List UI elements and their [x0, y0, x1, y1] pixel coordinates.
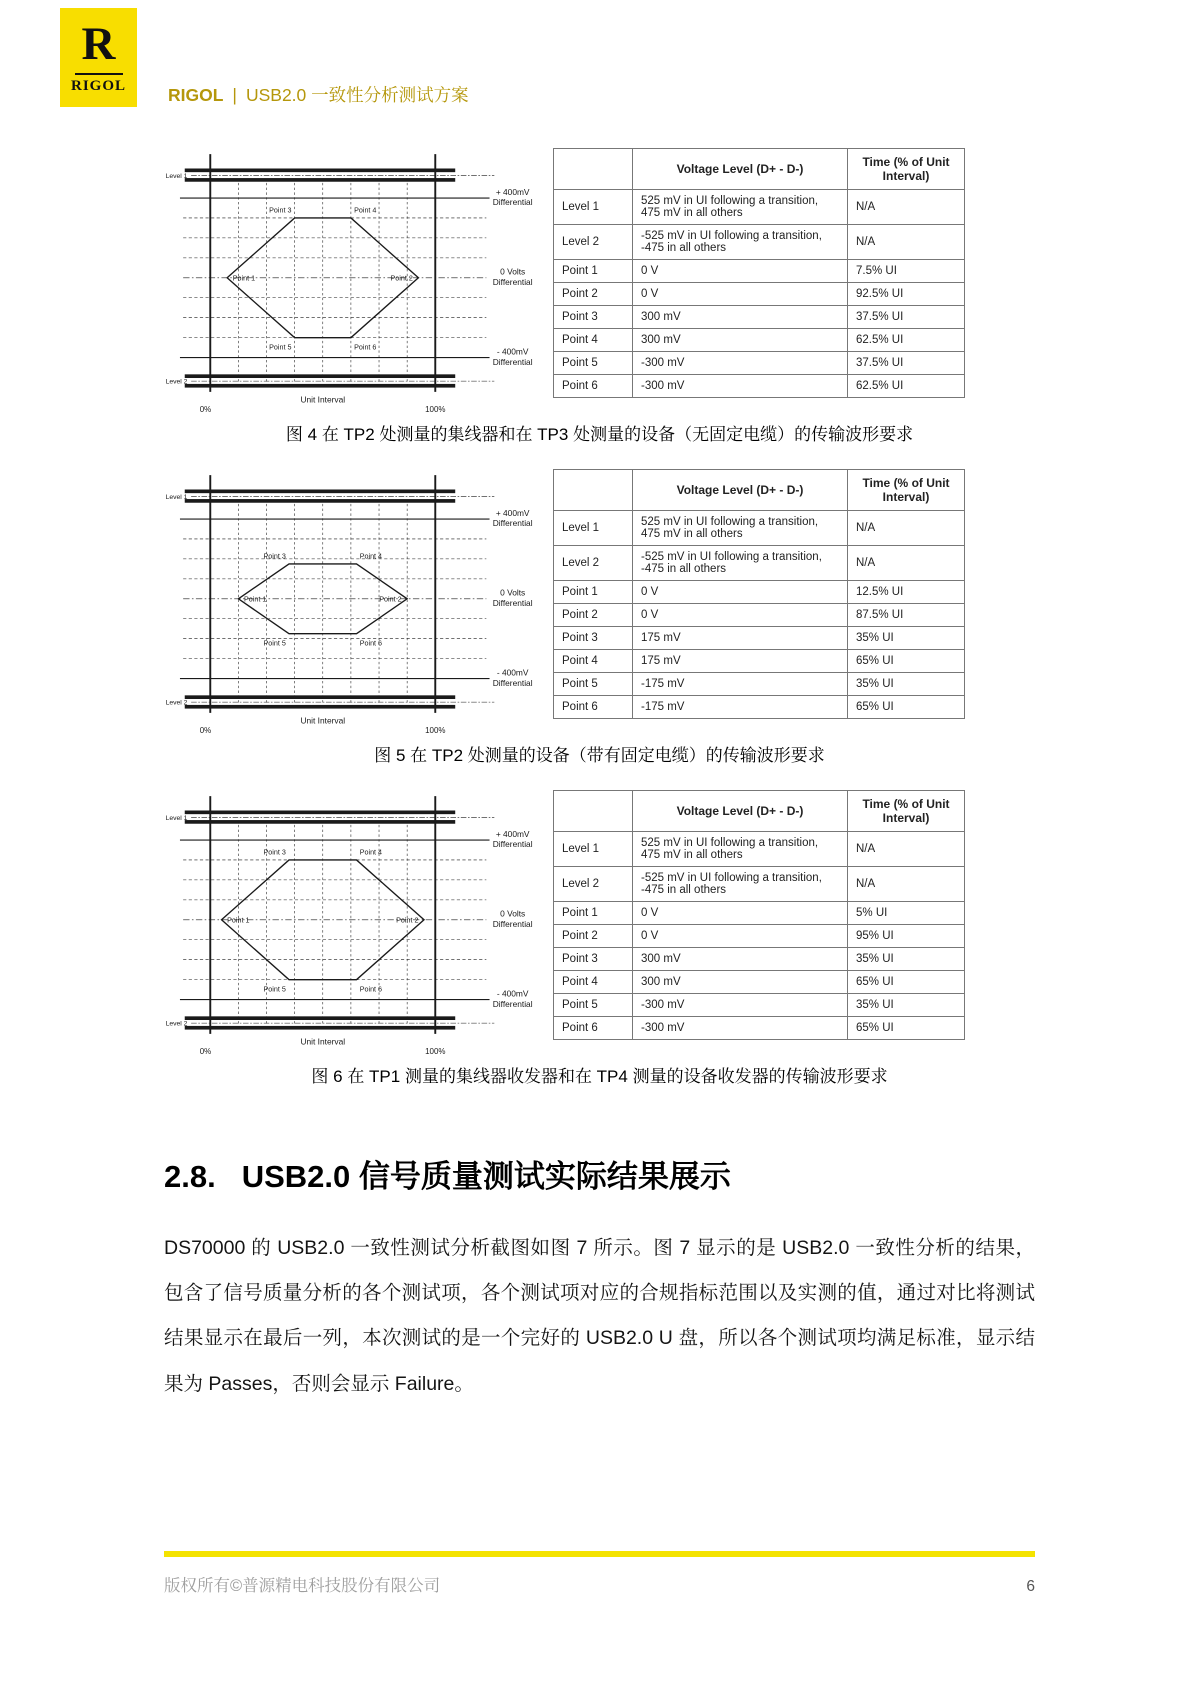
time-cell: 35% UI — [848, 948, 965, 971]
level2-bar — [185, 374, 455, 378]
voltage-cell: 0 V — [633, 283, 848, 306]
row-label: Point 1 — [554, 902, 633, 925]
voltage-axis-label: + 400mV — [495, 828, 530, 839]
figure-row — [164, 459, 1035, 737]
time-cell: 35% UI — [848, 994, 965, 1017]
spec-row — [554, 581, 965, 604]
time-cell: 62.5% UI — [848, 375, 965, 398]
voltage-axis-label: Differential — [492, 197, 533, 208]
time-cell: N/A — [848, 867, 965, 902]
voltage-cell: 175 mV — [633, 650, 848, 673]
col-time-percent: Time (% of Unit Interval) — [848, 791, 965, 832]
spec-row — [554, 511, 965, 546]
voltage-cell: 300 mV — [633, 971, 848, 994]
voltage-cell: 300 mV — [633, 306, 848, 329]
point-label: Point 1 — [243, 595, 267, 604]
voltage-cell: 0 V — [633, 604, 848, 627]
row-label: Point 5 — [554, 994, 633, 1017]
section-heading — [164, 1151, 1035, 1196]
figure-block — [164, 780, 1035, 1087]
row-label: Point 6 — [554, 696, 633, 719]
spec-row — [554, 604, 965, 627]
voltage-axis-label: Differential — [492, 276, 533, 287]
logo-divider — [75, 73, 123, 75]
voltage-cell: 0 V — [633, 902, 848, 925]
voltage-cell: -175 mV — [633, 696, 848, 719]
x-axis-title: Unit Interval — [300, 1036, 346, 1047]
level1-label: Level 1 — [165, 815, 188, 823]
row-label: Point 5 — [554, 352, 633, 375]
point-label: Point 2 — [396, 916, 419, 925]
point-label: Point 2 — [390, 274, 413, 283]
x-min-label: 0% — [199, 1046, 212, 1056]
point-label: Point 1 — [232, 274, 256, 283]
copyright-text: 版权所有©普源精电科技股份有限公司 — [164, 1577, 441, 1595]
spec-table-body — [554, 832, 965, 1040]
eye-diagram — [164, 138, 539, 416]
time-cell: N/A — [848, 225, 965, 260]
figure-block — [164, 138, 1035, 445]
voltage-cell: -300 mV — [633, 994, 848, 1017]
time-cell: 5% UI — [848, 902, 965, 925]
spec-row — [554, 375, 965, 398]
point-label: Point 5 — [269, 343, 292, 352]
voltage-cell: -525 mV in UI following a transition, -475 in all others — [633, 225, 848, 260]
spec-row — [554, 902, 965, 925]
row-label: Level 1 — [554, 511, 633, 546]
x-axis-title: Unit Interval — [300, 394, 346, 405]
spec-row — [554, 650, 965, 673]
logo-wordmark: RIGOL — [70, 78, 126, 94]
voltage-cell: -525 mV in UI following a transition, -475 in all others — [633, 867, 848, 902]
row-label: Point 3 — [554, 627, 633, 650]
col-time-percent: Time (% of Unit Interval) — [848, 470, 965, 511]
voltage-axis-label: - 400mV — [496, 988, 529, 999]
level2-label: Level 2 — [165, 1020, 188, 1028]
row-label: Point 6 — [554, 1017, 633, 1040]
spec-row — [554, 832, 965, 867]
voltage-axis-label: Differential — [492, 518, 533, 529]
voltage-cell: 0 V — [633, 925, 848, 948]
voltage-cell: -300 mV — [633, 352, 848, 375]
row-label: Point 4 — [554, 329, 633, 352]
x-max-label: 100% — [425, 1046, 446, 1056]
figure-row — [164, 138, 1035, 416]
page-number: 6 — [1026, 1578, 1035, 1595]
point-label: Point 6 — [354, 343, 377, 352]
voltage-cell: -175 mV — [633, 673, 848, 696]
time-cell: 95% UI — [848, 925, 965, 948]
time-cell: N/A — [848, 546, 965, 581]
voltage-axis-label: Differential — [492, 839, 533, 850]
row-label: Level 2 — [554, 546, 633, 581]
voltage-axis-label: - 400mV — [496, 346, 529, 357]
row-label: Point 2 — [554, 283, 633, 306]
level1-bar — [185, 178, 455, 182]
level1-bar — [185, 168, 455, 172]
spec-row — [554, 627, 965, 650]
level2-bar — [185, 384, 455, 388]
voltage-cell: 0 V — [633, 581, 848, 604]
time-cell: 62.5% UI — [848, 329, 965, 352]
point-label: Point 6 — [359, 985, 383, 994]
row-label: Point 3 — [554, 306, 633, 329]
row-label: Level 2 — [554, 867, 633, 902]
point-label: Point 6 — [359, 639, 383, 648]
spec-row — [554, 329, 965, 352]
voltage-axis-label: Differential — [492, 998, 533, 1009]
row-label: Level 1 — [554, 190, 633, 225]
spec-table-body — [554, 511, 965, 719]
level1-label: Level 1 — [165, 494, 188, 502]
time-cell: 35% UI — [848, 673, 965, 696]
spec-row — [554, 925, 965, 948]
col-rowlabel — [554, 149, 633, 190]
level1-bar — [185, 820, 455, 824]
point-label: Point 3 — [263, 848, 286, 857]
time-cell: 92.5% UI — [848, 283, 965, 306]
spec-row — [554, 971, 965, 994]
level1-bar — [185, 499, 455, 503]
x-min-label: 0% — [199, 404, 212, 414]
row-label: Point 5 — [554, 673, 633, 696]
header-title-line — [168, 82, 469, 107]
body-paragraph: DS70000 的 USB2.0 一致性测试分析截图如图 7 所示。图 7 显示的是 USB2.0 一致性分析的结果，包含了信号质量分析的各个测试项，各个测试项对应的合规指标范围以及实测的值，通过对比将测试结果显示在最后一列，本次测试的是一个完好的 USB2.0 U 盘，所以各个测试项均满足标准，显示结果为 Passes，否则会显示 Failure。 — [164, 1237, 1035, 1395]
spec-row — [554, 190, 965, 225]
figure-row — [164, 780, 1035, 1058]
point-label: Point 5 — [263, 639, 286, 648]
point-label: Point 4 — [359, 552, 383, 561]
row-label: Point 3 — [554, 948, 633, 971]
spec-table — [553, 790, 965, 1040]
spec-table — [553, 469, 965, 719]
voltage-cell: 300 mV — [633, 948, 848, 971]
row-label: Point 1 — [554, 260, 633, 283]
col-time-percent: Time (% of Unit Interval) — [848, 149, 965, 190]
spec-row — [554, 352, 965, 375]
logo-r-glyph: R — [81, 18, 116, 70]
spec-table-head — [554, 149, 965, 190]
x-axis-title: Unit Interval — [300, 715, 346, 726]
spec-header-row — [554, 791, 965, 832]
row-label: Level 2 — [554, 225, 633, 260]
spec-row — [554, 283, 965, 306]
time-cell: N/A — [848, 832, 965, 867]
voltage-cell: -300 mV — [633, 1017, 848, 1040]
level2-label: Level 2 — [165, 699, 188, 707]
x-min-label: 0% — [199, 725, 212, 735]
voltage-cell: -525 mV in UI following a transition, -475 in all others — [633, 546, 848, 581]
level1-bar — [185, 489, 455, 493]
point-label: Point 2 — [379, 595, 402, 604]
header-brand: RIGOL — [168, 85, 224, 105]
spec-header-row — [554, 470, 965, 511]
row-label: Level 1 — [554, 832, 633, 867]
eye-diagram — [164, 459, 539, 737]
row-label: Point 2 — [554, 925, 633, 948]
time-cell: 65% UI — [848, 1017, 965, 1040]
voltage-cell: 0 V — [633, 260, 848, 283]
time-cell: 37.5% UI — [848, 306, 965, 329]
level2-bar — [185, 705, 455, 709]
spec-row — [554, 1017, 965, 1040]
col-voltage-level: Voltage Level (D+ - D-) — [633, 470, 848, 511]
spec-table-body — [554, 190, 965, 398]
row-label: Point 1 — [554, 581, 633, 604]
time-cell: N/A — [848, 511, 965, 546]
time-cell: 37.5% UI — [848, 352, 965, 375]
time-cell: 65% UI — [848, 650, 965, 673]
time-cell: 65% UI — [848, 971, 965, 994]
spec-row — [554, 867, 965, 902]
time-cell: 87.5% UI — [848, 604, 965, 627]
page-main — [164, 138, 1035, 1407]
voltage-axis-label: - 400mV — [496, 667, 529, 678]
point-label: Point 4 — [359, 848, 383, 857]
point-label: Point 4 — [354, 206, 377, 215]
time-cell: N/A — [848, 190, 965, 225]
voltage-axis-label: + 400mV — [495, 507, 530, 518]
spec-table-head — [554, 791, 965, 832]
level1-label: Level 1 — [165, 173, 188, 181]
voltage-axis-label: Differential — [492, 356, 533, 367]
row-label: Point 6 — [554, 375, 633, 398]
spec-row — [554, 260, 965, 283]
figures-area — [164, 138, 1035, 1087]
section-number: 2.8. — [164, 1159, 216, 1194]
spec-row — [554, 948, 965, 971]
header-doc-title: USB2.0 一致性分析测试方案 — [245, 85, 469, 105]
voltage-axis-label: 0 Volts — [500, 587, 526, 598]
spec-row — [554, 994, 965, 1017]
spec-row — [554, 673, 965, 696]
row-label: Point 4 — [554, 971, 633, 994]
figure-caption: 图 4 在 TP2 处测量的集线器和在 TP3 处测量的设备（无固定电缆）的传输波形要求 — [285, 425, 914, 444]
level2-bar — [185, 1016, 455, 1020]
level2-bar — [185, 695, 455, 699]
time-cell: 65% UI — [848, 696, 965, 719]
figure-block — [164, 459, 1035, 766]
voltage-axis-label: 0 Volts — [500, 266, 526, 277]
x-max-label: 100% — [425, 725, 446, 735]
point-label: Point 5 — [263, 985, 286, 994]
voltage-cell: 525 mV in UI following a transition, 475 mV in all others — [633, 511, 848, 546]
level1-bar — [185, 810, 455, 814]
footer-rule — [164, 1551, 1035, 1557]
point-label: Point 3 — [263, 552, 286, 561]
voltage-axis-label: 0 Volts — [500, 908, 526, 919]
voltage-cell: 525 mV in UI following a transition, 475 mV in all others — [633, 832, 848, 867]
section-title: USB2.0 信号质量测试实际结果展示 — [241, 1159, 731, 1194]
level2-bar — [185, 1026, 455, 1030]
col-voltage-level: Voltage Level (D+ - D-) — [633, 791, 848, 832]
time-cell: 7.5% UI — [848, 260, 965, 283]
col-voltage-level: Voltage Level (D+ - D-) — [633, 149, 848, 190]
x-max-label: 100% — [425, 404, 446, 414]
spec-table — [553, 148, 965, 398]
voltage-axis-label: Differential — [492, 597, 533, 608]
figure-caption: 图 5 在 TP2 处测量的设备（带有固定电缆）的传输波形要求 — [374, 746, 825, 765]
voltage-cell: -300 mV — [633, 375, 848, 398]
figure-caption: 图 6 在 TP1 测量的集线器收发器和在 TP4 测量的设备收发器的传输波形要求 — [311, 1067, 888, 1086]
spec-row — [554, 696, 965, 719]
spec-row — [554, 225, 965, 260]
voltage-cell: 525 mV in UI following a transition, 475 mV in all others — [633, 190, 848, 225]
spec-row — [554, 546, 965, 581]
spec-header-row — [554, 149, 965, 190]
spec-row — [554, 306, 965, 329]
row-label: Point 2 — [554, 604, 633, 627]
voltage-axis-label: Differential — [492, 918, 533, 929]
rigol-logo — [60, 8, 137, 107]
footer-row — [164, 1572, 1035, 1596]
level2-label: Level 2 — [165, 378, 188, 386]
spec-table-head — [554, 470, 965, 511]
voltage-cell: 175 mV — [633, 627, 848, 650]
col-rowlabel — [554, 791, 633, 832]
voltage-cell: 300 mV — [633, 329, 848, 352]
point-label: Point 1 — [227, 916, 250, 925]
header-separator: | — [232, 85, 237, 105]
eye-diagram — [164, 780, 539, 1058]
time-cell: 35% UI — [848, 627, 965, 650]
time-cell: 12.5% UI — [848, 581, 965, 604]
point-label: Point 3 — [269, 206, 292, 215]
col-rowlabel — [554, 470, 633, 511]
voltage-axis-label: Differential — [492, 677, 533, 688]
voltage-axis-label: + 400mV — [495, 186, 530, 197]
row-label: Point 4 — [554, 650, 633, 673]
